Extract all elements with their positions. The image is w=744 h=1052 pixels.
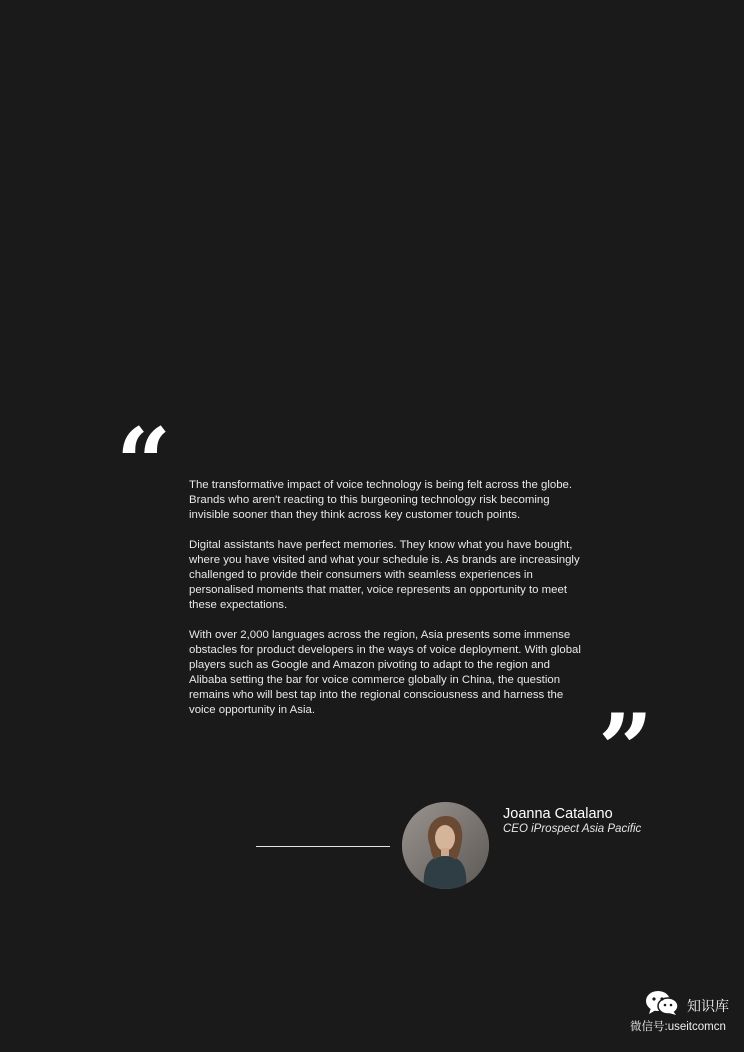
quote-paragraph-3: With over 2,000 languages across the region, Asia presents some immense obstacles for product developers in the ways of voice deployment. With global players such as Google and Amazon pivoting to adapt to the region and Alibaba setting the bar for voice commerce globally in China, the question remains who will best tap into the regional consciousness and harness the voice opportunity in Asia. bbox=[189, 629, 581, 716]
author-name: Joanna Catalano bbox=[503, 806, 613, 822]
wechat-icon bbox=[645, 990, 679, 1021]
open-quote-mark: “ bbox=[116, 407, 172, 520]
watermark-subtitle: 微信号:useitcomcn bbox=[630, 1021, 726, 1033]
quote-paragraph-1: The transformative impact of voice technology is being felt across the globe. Brands who aren't reacting to this burgeoning technology risk becoming invisible sooner than they think across key customer touch points. bbox=[189, 479, 573, 521]
close-quote-mark: ” bbox=[598, 693, 654, 806]
watermark-title: 知识库 bbox=[687, 998, 729, 1014]
quote-body bbox=[189, 478, 589, 733]
author-avatar bbox=[402, 802, 489, 889]
quote-paragraph-2: Digital assistants have perfect memories. They know what you have bought, where you have visited and what your schedule is. As brands are increasingly challenged to provide their consumers with seamless experiences in personalised moments that matter, voice represents an opportunity to meet these expectations. bbox=[189, 539, 580, 611]
author-title: CEO iProspect Asia Pacific bbox=[503, 823, 642, 835]
divider-line bbox=[256, 846, 390, 847]
